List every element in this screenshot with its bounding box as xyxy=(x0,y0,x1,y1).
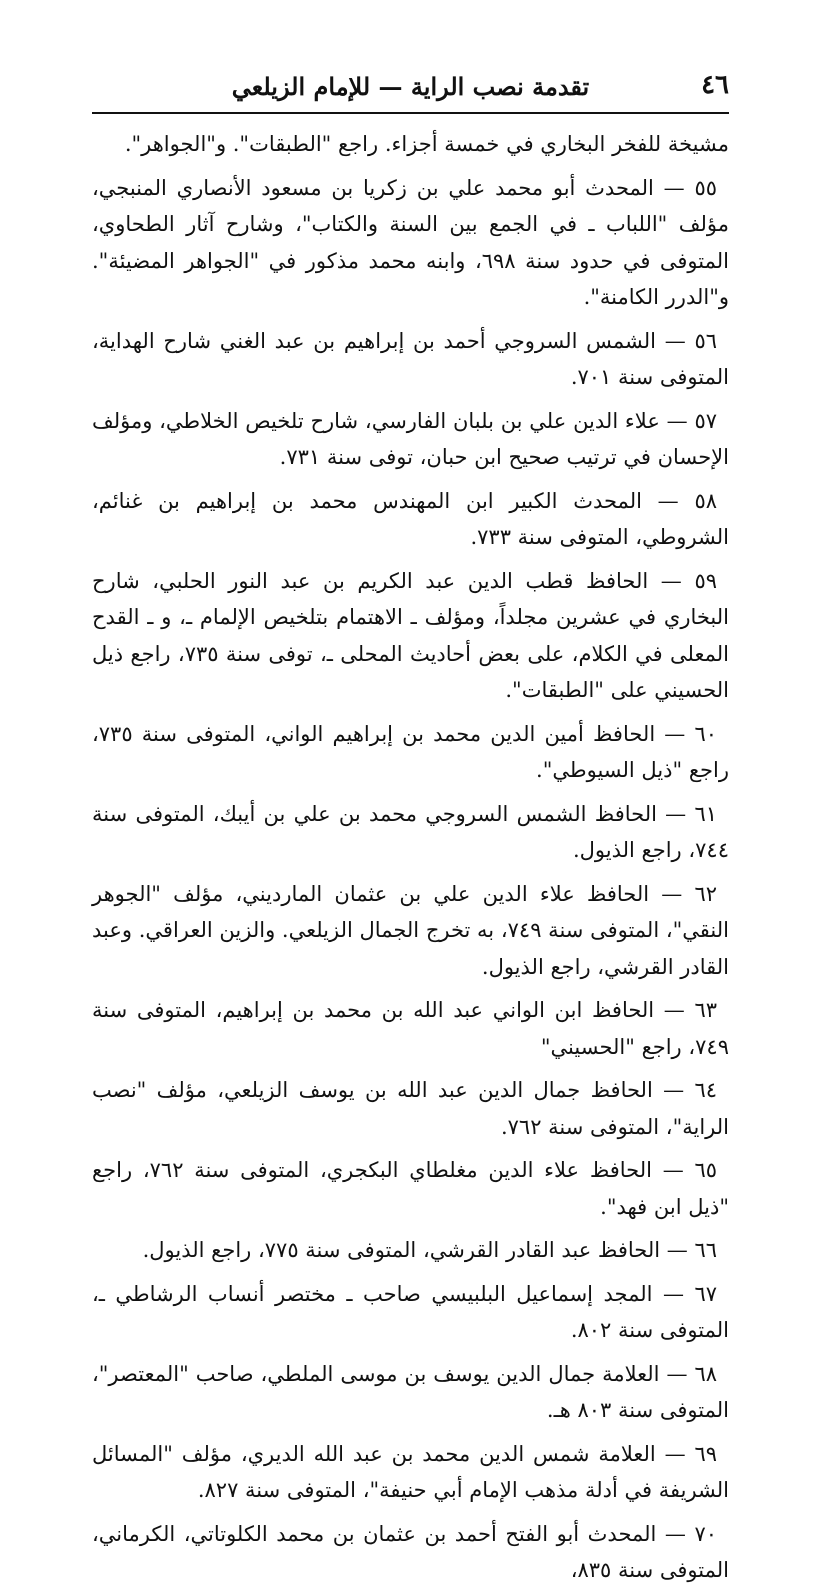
entry-63: ٦٣ — الحافظ ابن الواني عبد الله بن محمد بن إبراهيم، المتوفى سنة ٧٤٩، راجع "الحسيني" xyxy=(92,998,729,1059)
entry-58: ٥٨ — المحدث الكبير ابن المهندس محمد بن إبراهيم بن غنائم، الشروطي، المتوفى سنة ٧٣٣. xyxy=(92,488,729,549)
entry-55: ٥٥ — المحدث أبو محمد علي بن زكريا بن مسعود الأنصاري المنبجي، مؤلف "اللباب ـ في الجمع بين السنة والكتاب"، وشارح آثار الطحاوي، المتوفى في حدود سنة ٦٩٨، وابنه محمد مذكور في "الجواهر المضيئة". و"الدرر الكامنة". xyxy=(92,175,729,309)
page-body xyxy=(92,126,729,1596)
page-header xyxy=(92,66,729,110)
entry-57: ٥٧ — علاء الدين علي بن بلبان الفارسي، شارح تلخيص الخلاطي، ومؤلف الإحسان في ترتيب صحيح ابن حبان، توفى سنة ٧٣١. xyxy=(92,408,729,469)
entry-68: ٦٨ — العلامة جمال الدين يوسف بن موسى الملطي، صاحب "المعتصر"، المتوفى سنة ٨٠٣ هـ. xyxy=(92,1361,729,1422)
running-title: تقدمة نصب الراية — للإمام الزيلعي xyxy=(231,72,590,101)
entry-70: ٧٠ — المحدث أبو الفتح أحمد بن عثمان بن محمد الكلوتاتي، الكرماني، المتوفى سنة ٨٣٥، xyxy=(92,1521,729,1582)
header-rule xyxy=(92,112,729,114)
entry-66: ٦٦ — الحافظ عبد القادر القرشي، المتوفى سنة ٧٧٥، راجع الذيول. xyxy=(142,1238,717,1262)
entry-69: ٦٩ — العلامة شمس الدين محمد بن عبد الله الديري، مؤلف "المسائل الشريفة في أدلة مذهب الإمام أبي حنيفة"، المتوفى سنة ٨٢٧. xyxy=(92,1441,729,1502)
entry-64: ٦٤ — الحافظ جمال الدين عبد الله بن يوسف الزيلعي، مؤلف "نصب الراية"، المتوفى سنة ٧٦٢. xyxy=(92,1078,729,1139)
entry-56: ٥٦ — الشمس السروجي أحمد بن إبراهيم بن عبد الغني شارح الهداية، المتوفى سنة ٧٠١. xyxy=(92,328,729,389)
entry-62: ٦٢ — الحافظ علاء الدين علي بن عثمان المارديني، مؤلف "الجوهر النقي"، المتوفى سنة ٧٤٩، به تخرج الجمال الزيلعي. والزين العراقي. وعبد القادر القرشي، راجع الذيول. xyxy=(92,881,729,979)
continuation-paragraph: مشيخة للفخر البخاري في خمسة أجزاء. راجع "الطبقات". و"الجواهر". xyxy=(124,132,729,156)
entry-65: ٦٥ — الحافظ علاء الدين مغلطاي البكجري، المتوفى سنة ٧٦٢، راجع "ذيل ابن فهد". xyxy=(92,1158,729,1219)
entry-60: ٦٠ — الحافظ أمين الدين محمد بن إبراهيم الواني، المتوفى سنة ٧٣٥، راجع "ذيل السيوطي". xyxy=(92,721,729,782)
page-number: ٤٦ xyxy=(701,70,729,100)
entry-67: ٦٧ — المجد إسماعيل البلبيسي صاحب ـ مختصر أنساب الرشاطي ـ، المتوفى سنة ٨٠٢. xyxy=(92,1281,729,1342)
entry-61: ٦١ — الحافظ الشمس السروجي محمد بن علي بن أيبك، المتوفى سنة ٧٤٤، راجع الذيول. xyxy=(92,801,729,862)
entry-59: ٥٩ — الحافظ قطب الدين عبد الكريم بن عبد النور الحلبي، شارح البخاري في عشرين مجلداً، ومؤلف ـ الاهتمام بتلخيص الإلمام ـ، و ـ القدح المعلى في الكلام، على بعض أحاديث المحلى ـ، توفى سنة ٧٣٥، راجع ذيل الحسيني على "الطبقات". xyxy=(92,568,729,702)
